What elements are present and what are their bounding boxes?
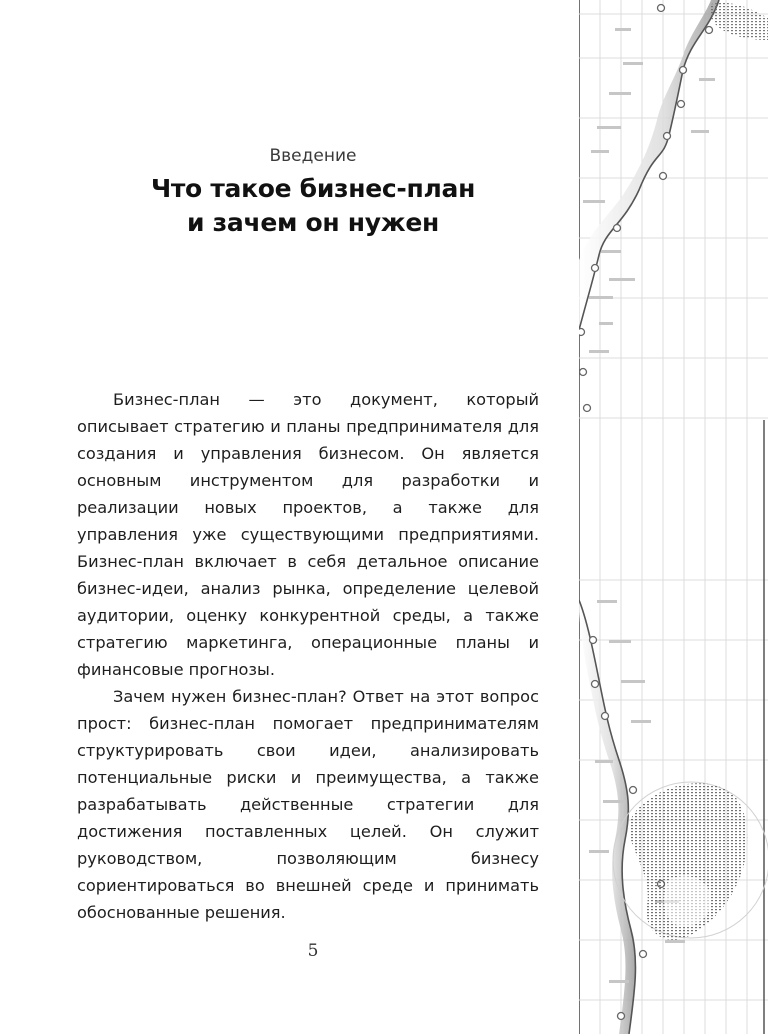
chapter-title-line-2: и зачем он нужен bbox=[187, 208, 439, 237]
chapter-title bbox=[0, 172, 626, 240]
section-label: Введение bbox=[269, 146, 357, 166]
globe-top bbox=[709, 3, 768, 40]
chapter-title-line-1: Что такое бизнес-план bbox=[150, 174, 476, 203]
ribbon-lower bbox=[579, 600, 635, 1034]
paragraph-2: Зачем нужен бизнес-план? Ответ на этот вопрос прост: бизнес-план помогает предпринимателям структурировать свои идеи, анализировать потенциальные риски и преимущества, а также разрабатывать действенные стратегии для достижения поставленных целей. Он служит руководством, позволяющим бизнесу сориентироваться во внешней среде и принимать обоснованные решения. bbox=[77, 687, 539, 922]
body-text bbox=[77, 386, 539, 926]
stock-chart-illustration-icon bbox=[579, 0, 768, 1034]
globe-bottom bbox=[613, 782, 768, 940]
paragraph-1: Бизнес-план — это документ, который описывает стратегию и планы предпринимателя для создания и управления бизнесом. Он является основным инструментом для разработки и реализации новых проектов, а также для управления уже существующими предприятиями. Бизнес-план включает в себя детальное описание бизнес-идеи, анализ рынка, определение целевой аудитории, оценку конкурентной среды, а также стратегию маркетинга, операционные планы и финансовые прогнозы. bbox=[77, 390, 539, 679]
page-number: 5 bbox=[307, 941, 319, 961]
